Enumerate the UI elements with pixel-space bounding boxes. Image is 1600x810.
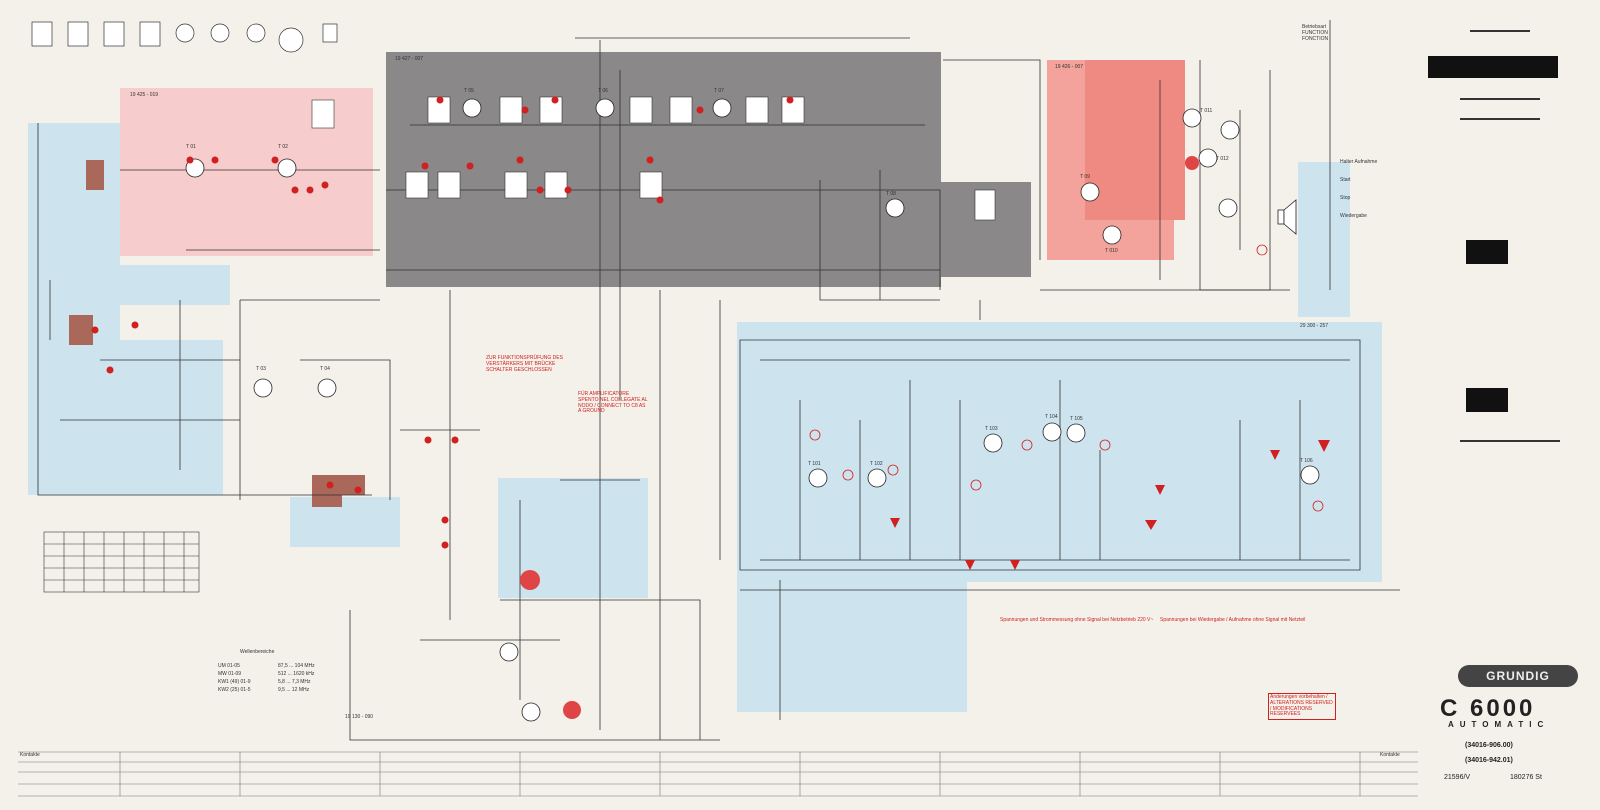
label-t08: T 08	[886, 191, 896, 197]
transistor-t012	[1199, 149, 1217, 167]
label-tape-board: 29 300 - 257	[1300, 323, 1329, 329]
red-note-bottom-1: Spannungen und Strommessung ohne Signal bei Netzbetrieb 220 V~	[1000, 617, 1154, 623]
transistor-t105	[1067, 424, 1085, 442]
brown-block-2	[86, 160, 104, 190]
freq-2: 512 ... 1620 kHz	[278, 671, 315, 677]
transistor-t09	[1081, 183, 1099, 201]
if-filter-9	[438, 172, 460, 198]
label-rf-board: 19 425 - 019	[130, 92, 159, 98]
part-number-2: (34016-942.01)	[1465, 757, 1513, 764]
blue-area-right-top	[1298, 162, 1350, 317]
catalog-code-2: 180276 St	[1510, 774, 1542, 781]
if-filter-6	[746, 97, 768, 123]
red-note-center-1: ZUR FUNKTIONSPRÜFUNG DES VERSTÄRKERS MIT BRÜCKE SCHALTER GESCHLOSSEN	[486, 355, 563, 373]
brown-block-1	[69, 315, 93, 345]
if-filter-8	[406, 172, 428, 198]
label-t06: T 06	[598, 88, 608, 94]
red-highlight-marker-1	[520, 570, 540, 590]
catalog-code-1: 21596/V	[1444, 774, 1471, 781]
brand-logo: GRUNDIG	[1458, 665, 1578, 687]
if-filter-12	[640, 172, 662, 198]
red-highlight-marker-2	[563, 701, 581, 719]
part-number-1: (34016-906.00)	[1465, 742, 1513, 749]
ranges-title: Wellenbereiche	[240, 649, 275, 655]
label-t012: T 012	[1216, 156, 1229, 162]
red-area-amp-2	[1085, 60, 1185, 220]
freq-4: 9,5 ... 12 MHz	[278, 687, 310, 693]
label-t03: T 03	[256, 366, 266, 372]
if-filter-2	[500, 97, 522, 123]
label-t103: T 103	[985, 426, 998, 432]
legend-black-bar	[1428, 56, 1558, 78]
label-t101: T 101	[808, 461, 821, 467]
transistor-t016	[522, 703, 540, 721]
transistor-t04	[318, 379, 336, 397]
legend-dots	[1460, 30, 1560, 442]
label-t106: T 106	[1300, 458, 1313, 464]
transistor-t102	[868, 469, 886, 487]
legend-switch-block-2	[1466, 388, 1508, 412]
range-2: MW 01-09	[218, 671, 242, 677]
transistor-t104	[1043, 423, 1061, 441]
transistor-t02	[278, 159, 296, 177]
label-t105: T 105	[1070, 416, 1083, 422]
label-t07: T 07	[714, 88, 724, 94]
red-highlight-marker-3	[1185, 156, 1199, 170]
contacts-header-right: Kontakte	[1380, 752, 1400, 758]
transistor-t106	[1301, 466, 1319, 484]
if-filter-4	[630, 97, 652, 123]
model-subtitle: AUTOMATIC	[1448, 720, 1550, 729]
legend-title: Betriebsart FUNCTION FONCTION	[1302, 24, 1329, 42]
contacts-header-left: Kontakte	[20, 752, 40, 758]
if-filter-11	[545, 172, 567, 198]
legend-item-4: Wiedergabe	[1340, 213, 1367, 219]
blue-area-tape	[737, 322, 1382, 582]
label-t102: T 102	[870, 461, 883, 467]
label-t011: T 011	[1200, 108, 1213, 114]
transistor-t014	[1219, 199, 1237, 217]
freq-1: 87,5 ... 104 MHz	[278, 663, 315, 669]
label-t01: T 01	[186, 144, 196, 150]
legend-item-3: Stop	[1340, 195, 1351, 201]
blue-area-lower-left	[38, 340, 223, 495]
freq-3: 5,8 ... 7,3 MHz	[278, 679, 311, 685]
pin-diagrams	[32, 22, 337, 52]
transistor-t011	[1183, 109, 1201, 127]
transistor-t07	[713, 99, 731, 117]
rf-filter-2	[975, 190, 995, 220]
switch-grid	[44, 532, 199, 592]
if-filter-5	[670, 97, 692, 123]
rf-filter-1	[312, 100, 334, 128]
label-t02: T 02	[278, 144, 288, 150]
transistor-t03	[254, 379, 272, 397]
red-note-box: Änderungen vorbehalten / ALTERATIONS RESERVED / MODIFICATIONS RESERVEES	[1268, 693, 1336, 720]
label-t04: T 04	[320, 366, 330, 372]
transistor-t08	[886, 199, 904, 217]
transistor-t05	[463, 99, 481, 117]
blue-area-mid-left	[40, 265, 230, 305]
pink-area-rf	[120, 88, 373, 256]
transistor-t06	[596, 99, 614, 117]
speaker-symbol	[1278, 200, 1296, 234]
label-t010: T 010	[1105, 248, 1118, 254]
label-power-board: 19 130 - 090	[345, 714, 374, 720]
transistor-t101	[809, 469, 827, 487]
label-t104: T 104	[1045, 414, 1058, 420]
label-t09: T 09	[1080, 174, 1090, 180]
range-4: KW2 (25) 01-5	[218, 687, 251, 693]
blue-area-bottom-small	[290, 497, 400, 547]
transistor-t013	[1221, 121, 1239, 139]
label-t05: T 05	[464, 88, 474, 94]
blue-area-tape-lower	[737, 582, 967, 712]
if-filter-10	[505, 172, 527, 198]
red-note-center-2: FÜR AMPLIFICATORE SPENTO NEL COLLEGATE AL NODO / CONNECT TO C8 AS A GROUND	[578, 391, 648, 415]
label-if-board: 19 427 - 007	[395, 56, 424, 62]
range-3: KW1 (49) 01-9	[218, 679, 251, 685]
transistor-t010	[1103, 226, 1121, 244]
transistor-t015	[500, 643, 518, 661]
transistor-t103	[984, 434, 1002, 452]
label-am-board: 19 426 - 007	[1055, 64, 1084, 70]
range-1: UM 01-05	[218, 663, 240, 669]
contact-table-lines	[18, 752, 1418, 796]
legend-item-2: Start	[1340, 177, 1351, 183]
legend-switch-block-1	[1466, 240, 1508, 264]
red-note-bottom-2: Spannungen bei Wiedergabe / Aufnahme ohne Signal mit Netzteil	[1160, 617, 1306, 623]
model-name: C 6000	[1440, 695, 1536, 722]
if-filter-3	[540, 97, 562, 123]
legend-item-1: Halter Aufnahme	[1340, 159, 1378, 165]
